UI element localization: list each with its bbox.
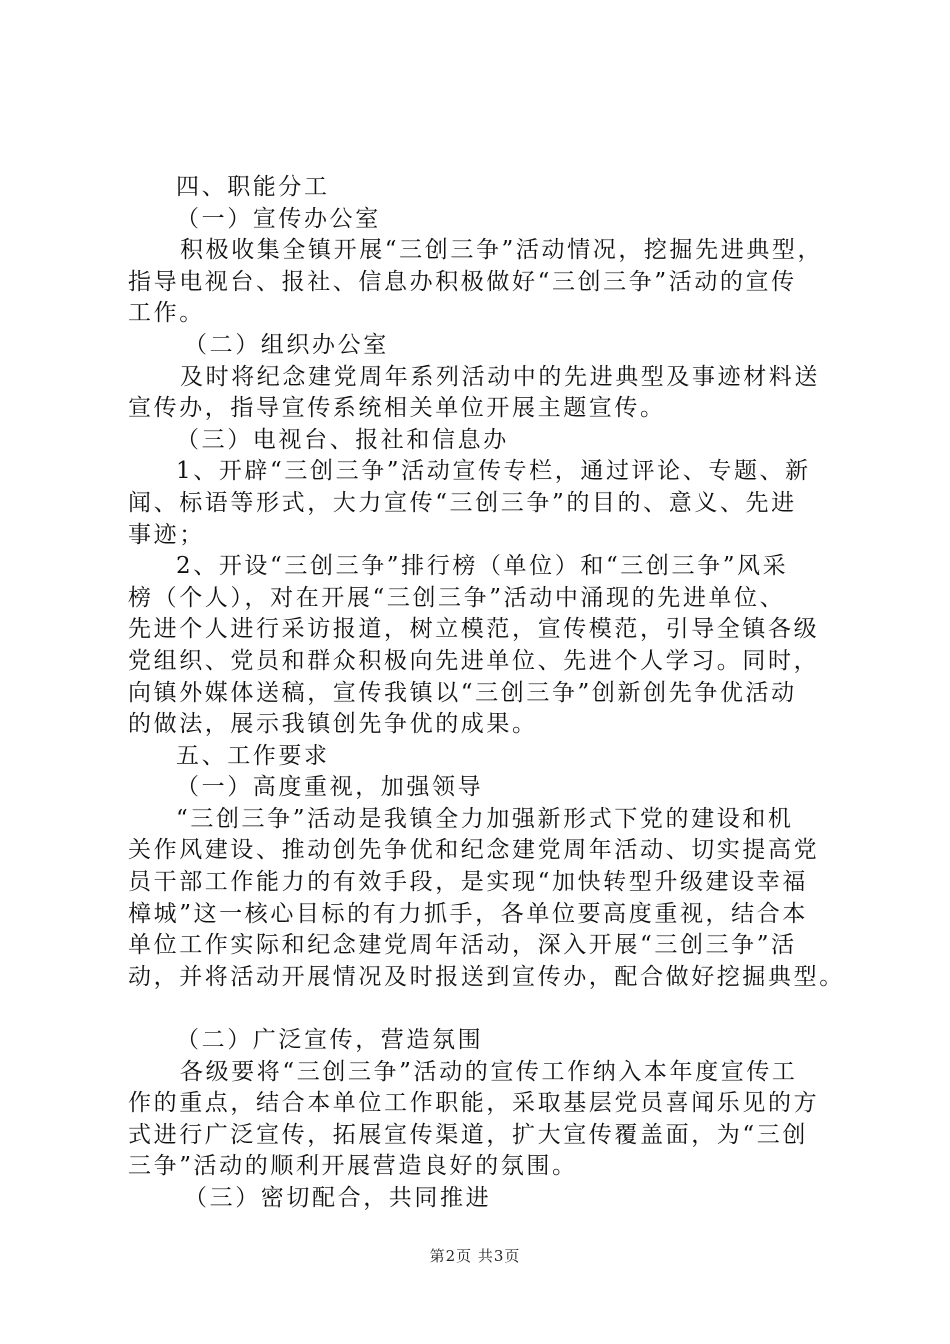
text-line: 事迹； xyxy=(128,521,205,548)
text-line: 的做法，展示我镇创先争优的成果。 xyxy=(128,711,538,738)
text-line: （三）电视台、报社和信息办 xyxy=(176,426,509,453)
text-line: 2、开设“三创三争”排行榜（单位）和“三创三争”风采 xyxy=(176,553,789,580)
text-line: 党组织、党员和群众积极向先进单位、先进个人学习。同时， xyxy=(128,647,820,674)
text-line: 先进个人进行采访报道，树立模范，宣传模范，引导全镇各级 xyxy=(128,616,820,643)
text-line: 及时将纪念建党周年系列活动中的先进典型及事迹材料送 xyxy=(180,363,820,390)
page-footer: 第2页 共3页 xyxy=(429,1247,521,1265)
text-line: （一）宣传办公室 xyxy=(176,205,381,232)
text-line: 榜（个人），对在开展“三创三争”活动中涌现的先进单位、 xyxy=(128,584,786,611)
text-line: 樟城”这一核心目标的有力抓手，各单位要高度重视，结合本 xyxy=(128,900,808,927)
text-line: “三创三争”活动是我镇全力加强新形式下党的建设和机 xyxy=(176,805,794,832)
text-line: 员干部工作能力的有效手段，是实现“加快转型升级建设幸福 xyxy=(128,869,808,896)
text-line: 关作风建设、推动创先争优和纪念建党周年活动、切实提高党 xyxy=(128,837,820,864)
text-line: 指导电视台、报社、信息办积极做好“三创三争”活动的宣传 xyxy=(128,268,797,295)
text-line: 宣传办，指导宣传系统相关单位开展主题宣传。 xyxy=(128,395,666,422)
text-line: 各级要将“三创三争”活动的宣传工作纳入本年度宣传工 xyxy=(180,1058,798,1085)
text-line: 工作。 xyxy=(128,300,205,327)
text-line: 五、工作要求 xyxy=(176,742,330,769)
document-body xyxy=(128,172,850,1215)
text-line: 四、职能分工 xyxy=(176,174,330,200)
text-line: 单位工作实际和纪念建党周年活动，深入开展“三创三争”活 xyxy=(128,932,797,959)
text-line: 向镇外媒体送稿，宣传我镇以“三创三争”创新创先争优活动 xyxy=(128,679,797,706)
text-line: （一）高度重视，加强领导 xyxy=(176,774,484,801)
text-line: 三争”活动的顺利开展营造良好的氛围。 xyxy=(128,1153,578,1180)
text-line: 积极收集全镇开展“三创三争”活动情况，挖掘先进典型， xyxy=(180,237,824,264)
text-line: 1、开辟“三创三争”活动宣传专栏，通过评论、专题、新 xyxy=(176,458,811,485)
text-line: 闻、标语等形式，大力宣传“三创三争”的目的、意义、先进 xyxy=(128,489,797,516)
text-line: （二）组织办公室 xyxy=(184,331,389,358)
text-line: （三）密切配合，共同推进 xyxy=(184,1185,492,1211)
text-line: （二）广泛宣传，营造氛围 xyxy=(176,1027,484,1054)
text-line: 作的重点，结合本单位工作职能，采取基层党员喜闻乐见的方 xyxy=(128,1090,820,1117)
text-line: 式进行广泛宣传，拓展宣传渠道，扩大宣传覆盖面，为“三创 xyxy=(128,1121,808,1148)
blank-line xyxy=(128,993,850,1025)
text-line: 动，并将活动开展情况及时报送到宣传办，配合做好挖掘典型。 xyxy=(128,963,845,990)
